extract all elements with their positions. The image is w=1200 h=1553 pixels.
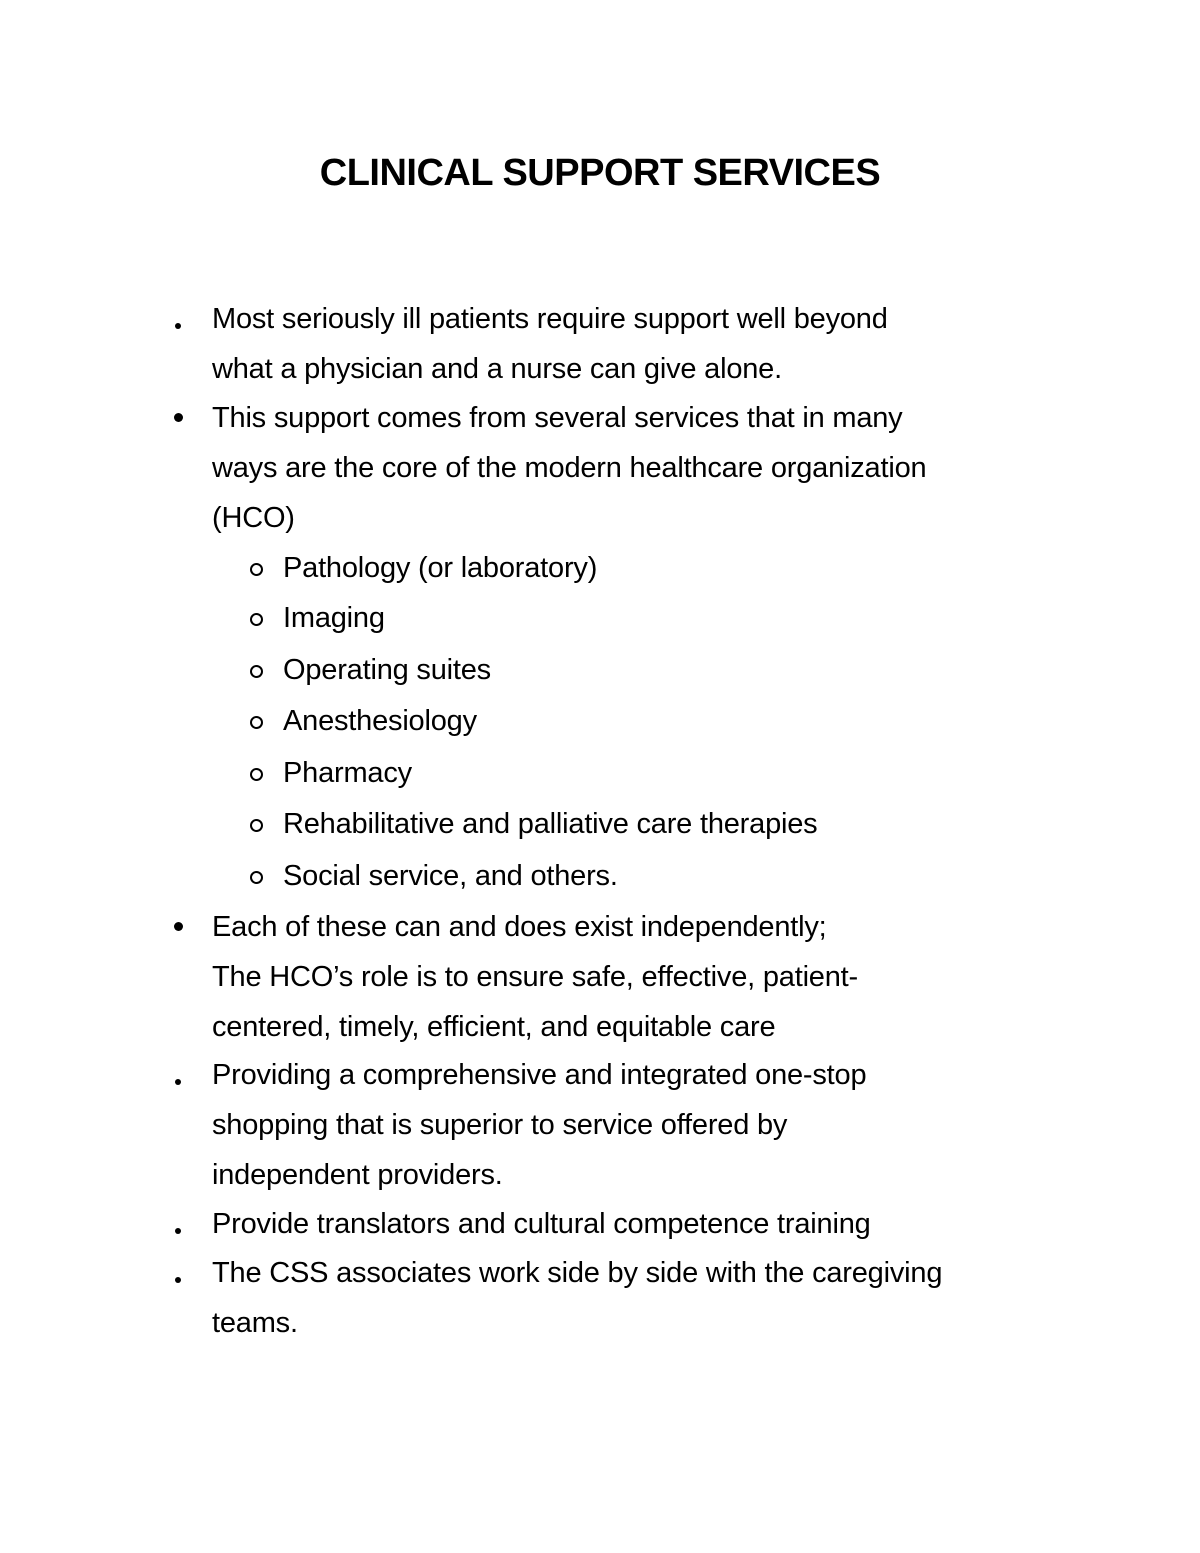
- list-item-line: Each of these can and does exist independently;: [212, 911, 827, 943]
- circle-bullet-icon: [250, 871, 263, 884]
- list-item-line: (HCO): [212, 502, 295, 534]
- bullet-icon: [175, 1277, 181, 1283]
- list-item-line: independent providers.: [212, 1159, 503, 1191]
- bullet-icon: [175, 1079, 181, 1085]
- circle-bullet-icon: [250, 613, 263, 626]
- list-item-line: Providing a comprehensive and integrated one-stop: [212, 1059, 867, 1091]
- sub-list-item-label: Imaging: [283, 602, 385, 634]
- list-item-line: centered, timely, efficient, and equitable care: [212, 1011, 776, 1043]
- sub-list-item-label: Operating suites: [283, 654, 491, 686]
- circle-bullet-icon: [250, 716, 263, 729]
- list-item-line: The HCO’s role is to ensure safe, effective, patient-: [212, 961, 858, 993]
- list-item-line: teams.: [212, 1307, 298, 1339]
- sub-list-item-label: Rehabilitative and palliative care therapies: [283, 808, 818, 840]
- sub-list-item-label: Pathology (or laboratory): [283, 552, 598, 584]
- circle-bullet-icon: [250, 665, 263, 678]
- list-item-line: The CSS associates work side by side with the caregiving: [212, 1257, 943, 1289]
- sub-list-item-label: Anesthesiology: [283, 705, 477, 737]
- sub-list-item-label: Pharmacy: [283, 757, 412, 789]
- sub-list-item-label: Social service, and others.: [283, 860, 618, 892]
- list-item-line: ways are the core of the modern healthcare organization: [212, 452, 927, 484]
- page-title: CLINICAL SUPPORT SERVICES: [319, 152, 881, 194]
- list-item-line: what a physician and a nurse can give alone.: [212, 353, 782, 385]
- list-item-line: Provide translators and cultural competence training: [212, 1208, 871, 1240]
- list-item-line: Most seriously ill patients require support well beyond: [212, 303, 888, 335]
- list-item-line: This support comes from several services that in many: [212, 402, 903, 434]
- bullet-icon: [174, 413, 183, 422]
- circle-bullet-icon: [250, 563, 263, 576]
- list-item-line: shopping that is superior to service offered by: [212, 1109, 788, 1141]
- circle-bullet-icon: [250, 819, 263, 832]
- bullet-icon: [174, 922, 183, 931]
- bullet-icon: [175, 1228, 181, 1234]
- circle-bullet-icon: [250, 768, 263, 781]
- bullet-icon: [175, 323, 181, 329]
